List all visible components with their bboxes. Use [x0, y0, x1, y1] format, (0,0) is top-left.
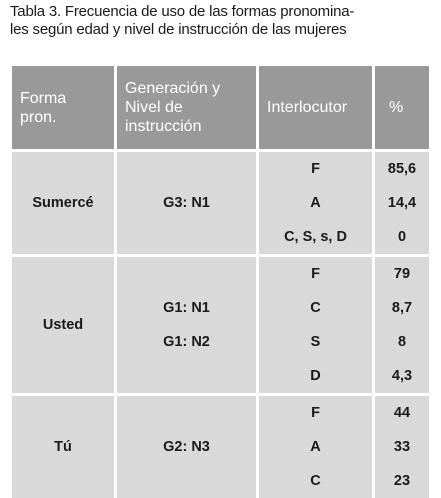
percent-cell: 85,6: [374, 151, 431, 187]
header-interlocutor: Interlocutor: [258, 66, 374, 151]
interlocutor-cell: F: [258, 256, 374, 292]
generacion-value: G1: N2: [117, 325, 256, 359]
table-row: [11, 395, 431, 431]
table-row: [11, 256, 431, 292]
percent-cell: 0: [374, 220, 431, 256]
interlocutor-cell: S: [258, 325, 374, 359]
forma-cell-usted: Usted: [11, 256, 116, 395]
caption-line-1: Tabla 3. Frecuencia de uso de las formas pronomina-: [10, 3, 435, 21]
generacion-cell-sumerce: [116, 151, 258, 256]
percent-cell: 4,3: [374, 359, 431, 395]
forma-cell-tu: Tú: [11, 395, 116, 498]
forma-cell-sumerce: Sumercé: [11, 151, 116, 256]
percent-cell: 33: [374, 430, 431, 464]
generacion-value: G2: N3: [117, 430, 256, 464]
interlocutor-cell: F: [258, 151, 374, 187]
generacion-cell-usted: [116, 256, 258, 395]
generacion-cell-tu: [116, 395, 258, 498]
interlocutor-cell: D: [258, 359, 374, 395]
percent-cell: 8,7: [374, 291, 431, 325]
percent-cell: 8: [374, 325, 431, 359]
interlocutor-cell: C: [258, 464, 374, 498]
header-generacion: Generación y Nivel de instrucción: [116, 66, 258, 151]
caption-line-2: les según edad y nivel de instrucción de las mujeres: [10, 21, 435, 39]
table-caption: [10, 3, 435, 39]
header-forma: Forma pron.: [11, 66, 116, 151]
frequency-table: [9, 66, 432, 498]
percent-cell: 23: [374, 464, 431, 498]
percent-cell: 44: [374, 395, 431, 431]
interlocutor-cell: A: [258, 186, 374, 220]
header-percent: %: [374, 66, 431, 151]
interlocutor-cell: F: [258, 395, 374, 431]
generacion-value: G1: N1: [117, 291, 256, 325]
interlocutor-cell: C, S, s, D: [258, 220, 374, 256]
table-row: [11, 151, 431, 187]
table-header-row: [11, 66, 431, 151]
generacion-value: G3: N1: [117, 186, 256, 220]
interlocutor-cell: C: [258, 291, 374, 325]
interlocutor-cell: A: [258, 430, 374, 464]
percent-cell: 14,4: [374, 186, 431, 220]
percent-cell: 79: [374, 256, 431, 292]
